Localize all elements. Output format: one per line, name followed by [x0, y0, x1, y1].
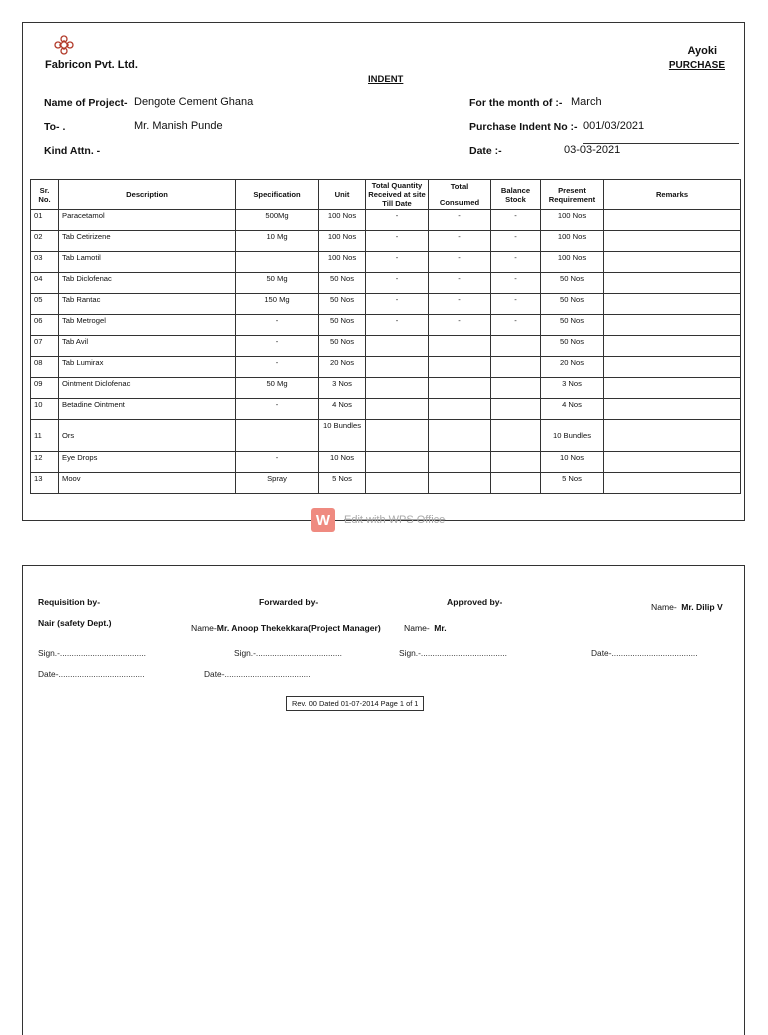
approved-name-value: Mr. [434, 623, 447, 633]
approver-date-line: Date-..................................... [591, 648, 698, 658]
cell-specification: - [236, 399, 319, 420]
cell-sr: 05 [31, 294, 59, 315]
indent-sheet [22, 22, 745, 529]
date-value: 03-03-2021 [564, 144, 621, 156]
cell-received [366, 473, 429, 494]
cell-remarks [604, 273, 741, 294]
table-row [31, 473, 741, 494]
cell-specification: 50 Mg [236, 273, 319, 294]
forwarded-sign-line: Sign.-..................................... [234, 648, 342, 658]
cell-consumed [429, 357, 491, 378]
cell-specification: - [236, 336, 319, 357]
requisition-date-line: Date-..................................... [38, 669, 145, 679]
cell-consumed [429, 420, 491, 452]
cell-remarks [604, 336, 741, 357]
cell-specification: - [236, 357, 319, 378]
wps-label: Edit with WPS Office [344, 514, 446, 526]
cell-sr: 13 [31, 473, 59, 494]
col-header-consumed-top: Total [450, 182, 469, 191]
col-header-sr: Sr. No. [31, 180, 59, 210]
approved-name [404, 618, 447, 636]
month-label: For the month of :- [469, 97, 563, 109]
col-header-unit: Unit [319, 180, 366, 210]
cell-sr: 06 [31, 315, 59, 336]
cell-remarks [604, 420, 741, 452]
cell-remarks [604, 210, 741, 231]
cell-description: Tab Cetirizene [59, 231, 236, 252]
cell-description: Tab Rantac [59, 294, 236, 315]
cell-specification: - [236, 315, 319, 336]
table-row [31, 231, 741, 252]
forwarded-name [191, 618, 381, 636]
cell-description: Ors [59, 420, 236, 452]
cell-specification [236, 420, 319, 452]
month-value: March [571, 96, 602, 108]
cell-specification: 50 Mg [236, 378, 319, 399]
cell-specification: Spray [236, 473, 319, 494]
cell-balance [491, 357, 541, 378]
cell-present: 10 Nos [541, 452, 604, 473]
revision-box: Rev. 00 Dated 01-07-2014 Page 1 of 1 [286, 696, 424, 711]
cell-sr: 04 [31, 273, 59, 294]
cell-balance [491, 473, 541, 494]
cell-sr: 07 [31, 336, 59, 357]
cell-present: 50 Nos [541, 336, 604, 357]
col-header-remarks: Remarks [604, 180, 741, 210]
cell-balance [491, 336, 541, 357]
project-value: Dengote Cement Ghana [134, 96, 254, 108]
cell-received: - [366, 252, 429, 273]
cell-consumed: - [429, 294, 491, 315]
cell-remarks [604, 378, 741, 399]
cell-received: - [366, 294, 429, 315]
cell-sr: 03 [31, 252, 59, 273]
cell-sr: 02 [31, 231, 59, 252]
cell-sr: 01 [31, 210, 59, 231]
cell-consumed: - [429, 252, 491, 273]
cell-remarks [604, 252, 741, 273]
indent-no-label: Purchase Indent No :- [469, 121, 578, 133]
cell-present: 50 Nos [541, 294, 604, 315]
cell-received: - [366, 231, 429, 252]
cell-unit: 100 Nos [319, 231, 366, 252]
cell-remarks [604, 357, 741, 378]
cell-present: 100 Nos [541, 252, 604, 273]
cell-balance [491, 452, 541, 473]
col-header-received: Total Quantity Received at site Till Date [366, 180, 429, 210]
cell-present: 100 Nos [541, 231, 604, 252]
cell-received: - [366, 315, 429, 336]
cell-description: Tab Lamotil [59, 252, 236, 273]
cell-unit: 50 Nos [319, 294, 366, 315]
cell-received [366, 357, 429, 378]
table-row [31, 294, 741, 315]
cell-consumed: - [429, 231, 491, 252]
department-label: PURCHASE [668, 60, 725, 71]
cell-balance: - [491, 252, 541, 273]
col-header-specification: Specification [236, 180, 319, 210]
signoff-sheet [22, 565, 745, 1035]
cell-remarks [604, 315, 741, 336]
table-row [31, 357, 741, 378]
cell-unit: 20 Nos [319, 357, 366, 378]
cell-unit: 10 Nos [319, 452, 366, 473]
forwarded-label: Forwarded by- [259, 597, 319, 607]
cell-unit: 10 Bundles [319, 420, 366, 452]
cell-description: Ointment Diclofenac [59, 378, 236, 399]
cell-unit: 5 Nos [319, 473, 366, 494]
cell-received: - [366, 210, 429, 231]
cell-received [366, 420, 429, 452]
table-header-row [31, 180, 741, 210]
to-value: Mr. Manish Punde [134, 120, 223, 132]
approved-sign-line: Sign.-..................................... [399, 648, 507, 658]
table-body [31, 210, 741, 494]
cell-description: Tab Avil [59, 336, 236, 357]
table-row [31, 336, 741, 357]
cell-sr: 12 [31, 452, 59, 473]
cell-description: Moov [59, 473, 236, 494]
cell-specification: 500Mg [236, 210, 319, 231]
cell-received [366, 378, 429, 399]
cell-present: 100 Nos [541, 210, 604, 231]
forwarded-name-prefix: Name- [191, 623, 217, 633]
cell-balance [491, 420, 541, 452]
cell-present: 50 Nos [541, 273, 604, 294]
cell-balance: - [491, 315, 541, 336]
date-label: Date :- [469, 145, 502, 157]
client-name: Ayoki [687, 45, 717, 57]
cell-present: 10 Bundles [541, 420, 604, 452]
cell-description: Eye Drops [59, 452, 236, 473]
requisition-label: Requisition by- [38, 597, 101, 607]
col-header-description: Description [59, 180, 236, 210]
cell-unit: 50 Nos [319, 315, 366, 336]
cell-consumed [429, 399, 491, 420]
table-row [31, 378, 741, 399]
table-row [31, 252, 741, 273]
cell-unit: 100 Nos [319, 210, 366, 231]
cell-received [366, 336, 429, 357]
approved-name-prefix: Name- [404, 623, 430, 633]
cell-consumed [429, 473, 491, 494]
col-header-present: Present Requirement [541, 180, 604, 210]
company-logo-icon [53, 34, 75, 56]
table-row [31, 420, 741, 452]
cell-sr: 10 [31, 399, 59, 420]
cell-received: - [366, 273, 429, 294]
cell-specification: - [236, 452, 319, 473]
cell-description: Paracetamol [59, 210, 236, 231]
col-header-consumed-bottom: Consumed [439, 198, 480, 207]
table-row [31, 452, 741, 473]
items-table [30, 179, 741, 494]
table-row [31, 210, 741, 231]
cell-remarks [604, 231, 741, 252]
cell-consumed [429, 378, 491, 399]
cell-consumed: - [429, 315, 491, 336]
approver-right-name [651, 597, 723, 615]
cell-remarks [604, 294, 741, 315]
forwarded-date-line: Date-..................................... [204, 669, 311, 679]
cell-remarks [604, 473, 741, 494]
table-row [31, 399, 741, 420]
cell-sr: 09 [31, 378, 59, 399]
cell-received [366, 452, 429, 473]
cell-consumed [429, 336, 491, 357]
cell-present: 20 Nos [541, 357, 604, 378]
approved-label: Approved by- [447, 597, 503, 607]
approver-right-name-value: Mr. Dilip V [681, 602, 723, 612]
requisition-sign-line: Sign.-..................................... [38, 648, 146, 658]
cell-unit: 50 Nos [319, 336, 366, 357]
cell-balance [491, 399, 541, 420]
cell-consumed [429, 452, 491, 473]
indent-no-value: 001/03/2021 [583, 120, 645, 132]
document-title: INDENT [368, 74, 404, 85]
cell-remarks [604, 399, 741, 420]
cell-balance: - [491, 231, 541, 252]
table-row [31, 315, 741, 336]
cell-present: 5 Nos [541, 473, 604, 494]
cell-balance: - [491, 210, 541, 231]
cell-remarks [604, 452, 741, 473]
cell-consumed: - [429, 210, 491, 231]
approver-right-name-label: Name- [651, 602, 677, 612]
cell-specification: 10 Mg [236, 231, 319, 252]
cell-unit: 4 Nos [319, 399, 366, 420]
cell-present: 3 Nos [541, 378, 604, 399]
cell-balance [491, 378, 541, 399]
requisition-name: Nair (safety Dept.) [38, 618, 112, 628]
cell-consumed: - [429, 273, 491, 294]
cell-sr: 08 [31, 357, 59, 378]
cell-present: 4 Nos [541, 399, 604, 420]
to-label: To- . [44, 121, 66, 133]
cell-description: Tab Metrogel [59, 315, 236, 336]
cell-description: Tab Diclofenac [59, 273, 236, 294]
cell-balance: - [491, 273, 541, 294]
cell-present: 50 Nos [541, 315, 604, 336]
cell-unit: 50 Nos [319, 273, 366, 294]
forwarded-name-value: Mr. Anoop Thekekkara(Project Manager) [216, 623, 381, 633]
table-row [31, 273, 741, 294]
cell-specification: 150 Mg [236, 294, 319, 315]
edit-with-wps-button[interactable] [311, 508, 445, 532]
cell-description: Betadine Ointment [59, 399, 236, 420]
cell-sr: 11 [31, 420, 59, 452]
cell-balance: - [491, 294, 541, 315]
col-header-balance: Balance Stock [491, 180, 541, 210]
col-header-consumed [429, 180, 491, 210]
cell-unit: 100 Nos [319, 252, 366, 273]
cell-description: Tab Lumirax [59, 357, 236, 378]
cell-specification [236, 252, 319, 273]
wps-icon: W [311, 508, 335, 532]
kind-attn-label: Kind Attn. - [44, 145, 101, 157]
company-name: Fabricon Pvt. Ltd. [45, 59, 138, 71]
cell-unit: 3 Nos [319, 378, 366, 399]
project-label: Name of Project- [44, 97, 128, 109]
cell-received [366, 399, 429, 420]
